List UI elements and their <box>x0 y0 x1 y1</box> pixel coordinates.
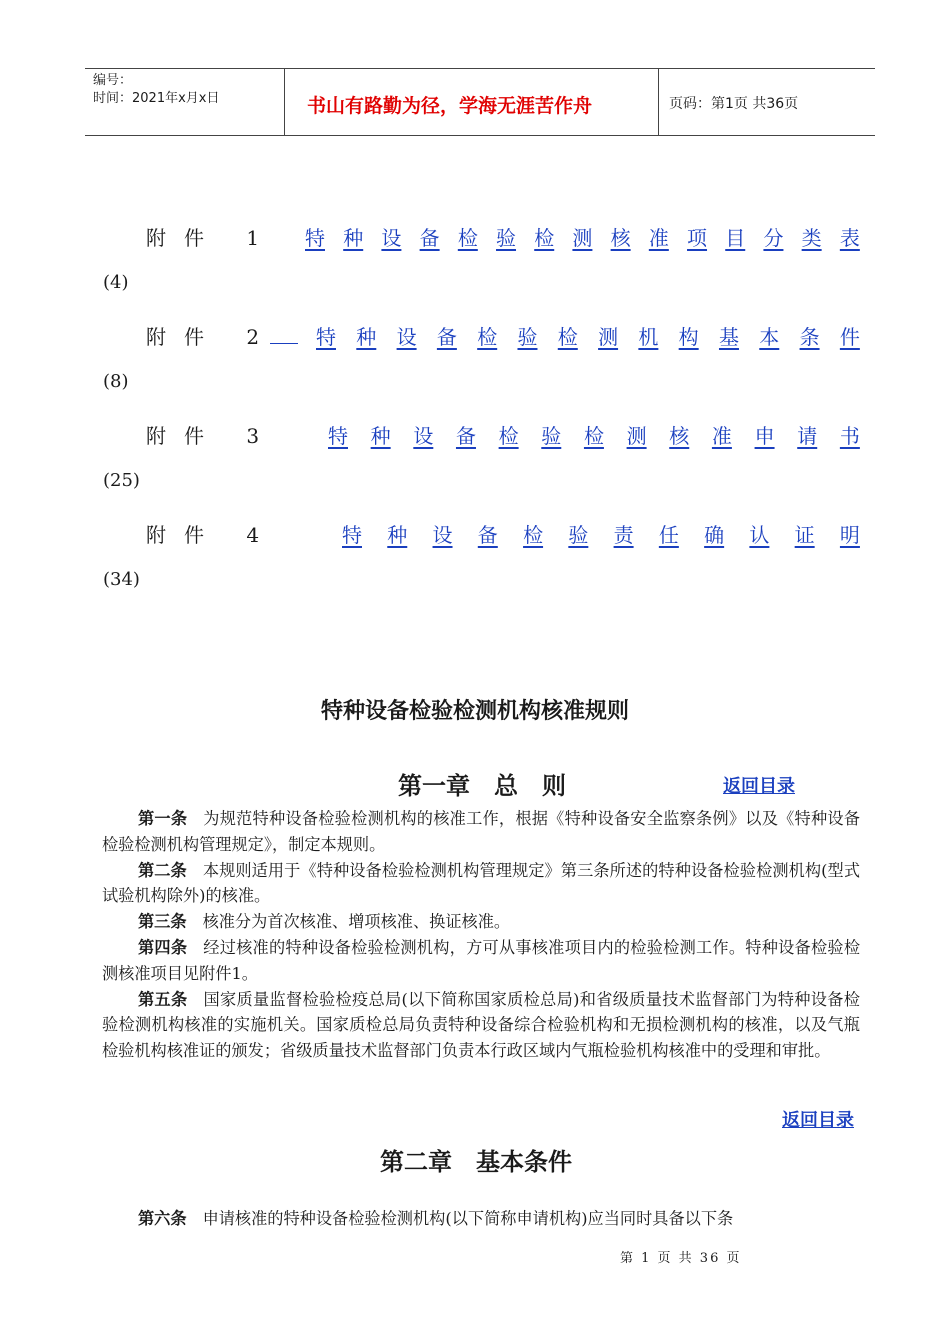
toc-link-char: 测 <box>598 325 619 349</box>
toc-link-char: 构 <box>678 325 699 349</box>
article-text: 本规则适用于《特种设备检验检测机构管理规定》第三条所述的特种设备检验检测机构(型式试验机构除外)的核准。 <box>102 860 861 906</box>
toc-entry-label: 附件 3 <box>146 424 278 448</box>
article <box>102 858 860 910</box>
header-page-info: 页码：第1页 共36页 <box>669 96 799 112</box>
number-label: 编号： <box>93 73 133 88</box>
article <box>102 935 860 987</box>
time-label: 时间：2021年x月x日 <box>93 91 220 106</box>
toc-link-char: 表 <box>839 226 860 250</box>
toc-link-char: 准 <box>648 226 669 250</box>
toc-link-char: 种 <box>387 523 408 547</box>
toc-link-char: 机 <box>638 325 659 349</box>
toc-link-char: 检 <box>557 325 578 349</box>
toc-link-char: 备 <box>477 523 498 547</box>
toc-link-char: 检 <box>534 226 555 250</box>
article-number: 第四条 <box>138 937 188 957</box>
toc-link-char: 测 <box>572 226 593 250</box>
article-text: 经过核准的特种设备检验检测机构，方可从事核准项目内的检验检测工作。特种设备检验检测核准项目见附件1。 <box>102 937 861 983</box>
article-text: 为规范特种设备检验检测机构的核准工作，根据《特种设备安全监察条例》以及《特种设备检验检测机构管理规定》，制定本规则。 <box>102 809 861 854</box>
toc-link-char: 测 <box>626 424 647 448</box>
toc-link-char: 件 <box>839 325 860 349</box>
toc-link-char: 特 <box>328 424 348 448</box>
toc-link-char: 任 <box>658 523 679 547</box>
toc-link-char: 准 <box>711 424 732 448</box>
toc-link-char: 确 <box>704 523 725 547</box>
toc-link-char: 目 <box>725 226 746 250</box>
toc-link-char: 备 <box>419 226 440 250</box>
toc-link-char: 责 <box>613 523 634 547</box>
toc-link-char: 备 <box>436 325 457 349</box>
toc-link-char: 项 <box>687 226 708 250</box>
document-title: 特种设备检验检测机构核准规则 <box>320 699 629 724</box>
toc-link-char: 设 <box>432 523 453 547</box>
header-motto: 书山有路勤为径，学海无涯苦作舟 <box>307 95 593 117</box>
toc-entry-page: (8) <box>103 371 129 392</box>
toc-link-char: 条 <box>799 325 820 349</box>
toc-entry-1 <box>146 222 860 252</box>
toc-entry-link[interactable] <box>316 321 860 350</box>
toc-link-char: 特 <box>305 226 325 250</box>
article <box>102 987 860 1064</box>
toc-entry-page: (25) <box>103 470 140 491</box>
return-to-toc-link[interactable]: 返回目录 <box>723 776 795 797</box>
toc-entry-label: 附件 4 <box>146 523 278 547</box>
article-6 <box>138 1205 860 1229</box>
toc-entry-link[interactable] <box>328 420 860 449</box>
toc-entry-2 <box>146 321 860 351</box>
article <box>102 806 860 858</box>
toc-link-char: 检 <box>523 523 544 547</box>
toc-entry-link[interactable] <box>342 519 860 548</box>
article-text: 国家质量监督检验检疫总局(以下简称国家质检总局)和省级质量技术监督部门为特种设备检验检测机构核准的实施机关。国家质检总局负责特种设备综合检验机构和无损检测机构的核准，以及气瓶检验机构核准证的颁发；省级质量技术监督部门负责本行政区域内气瓶检验机构核准中的受理和审批。 <box>102 989 860 1061</box>
toc-entry-4 <box>146 519 860 549</box>
return-to-toc-link[interactable]: 返回目录 <box>782 1110 854 1131</box>
article-number: 第二条 <box>138 860 187 880</box>
toc-link-char: 认 <box>749 523 770 547</box>
toc-entry-page: (4) <box>103 272 129 293</box>
page-header <box>85 68 875 136</box>
toc-link-char: 请 <box>797 424 818 448</box>
article-number: 第三条 <box>138 912 187 932</box>
chapter-1-heading: 第一章 总 则 <box>398 772 566 800</box>
article-number: 第六条 <box>138 1209 187 1228</box>
toc-link-char: 证 <box>794 523 815 547</box>
chapter-2-heading: 第二章 基本条件 <box>380 1148 572 1176</box>
toc-link-char: 特 <box>342 523 362 547</box>
header-meta <box>85 69 285 135</box>
toc-link-char: 检 <box>583 424 604 448</box>
toc-link-char: 验 <box>517 325 538 349</box>
toc-link-char: 验 <box>496 226 517 250</box>
toc-link-char: 类 <box>801 226 822 250</box>
toc-link-char: 设 <box>413 424 434 448</box>
article-number: 第一条 <box>138 809 188 828</box>
toc-entry-label: 附件 1 <box>146 226 278 250</box>
toc-link-char: 特 <box>316 325 336 349</box>
toc-link-char: 种 <box>356 325 377 349</box>
toc-link-char: 申 <box>754 424 775 448</box>
toc-entry-label: 附件 2 <box>146 325 278 349</box>
article-text: 核准分为首次核准、增项核准、换证核准。 <box>202 912 511 932</box>
article-number: 第五条 <box>138 989 188 1009</box>
toc-link-char: 核 <box>610 226 631 250</box>
toc-link-char: 备 <box>455 424 476 448</box>
article <box>102 909 860 935</box>
toc-link-char: 检 <box>498 424 519 448</box>
toc-entry-link[interactable] <box>305 222 860 251</box>
header-motto-cell <box>285 69 659 135</box>
toc-link-char: 核 <box>669 424 690 448</box>
article-text: 申请核准的特种设备检验检测机构(以下简称申请机构)应当同时具备以下条 <box>202 1209 734 1228</box>
toc-link-char: 书 <box>839 424 860 448</box>
toc-link-char: 验 <box>541 424 562 448</box>
chapter-1-articles <box>102 806 860 1064</box>
toc-link-char: 设 <box>381 226 402 250</box>
toc-link-char: 分 <box>763 226 784 250</box>
toc-link-char: 本 <box>759 325 780 349</box>
toc-entry-page: (34) <box>103 569 140 590</box>
toc-link-char: 验 <box>568 523 589 547</box>
toc-link-char: 检 <box>457 226 478 250</box>
page-footer: 第 1 页 共 36 页 <box>620 1251 742 1266</box>
toc-link-char: 种 <box>370 424 391 448</box>
toc-entry-3 <box>146 420 860 450</box>
toc-link-char: 检 <box>477 325 498 349</box>
toc-blank-underline <box>270 343 298 344</box>
toc-link-char: 种 <box>343 226 364 250</box>
toc-link-char: 设 <box>396 325 417 349</box>
toc-link-char: 基 <box>718 325 739 349</box>
header-page-cell <box>659 69 875 135</box>
toc-link-char: 明 <box>839 523 860 547</box>
